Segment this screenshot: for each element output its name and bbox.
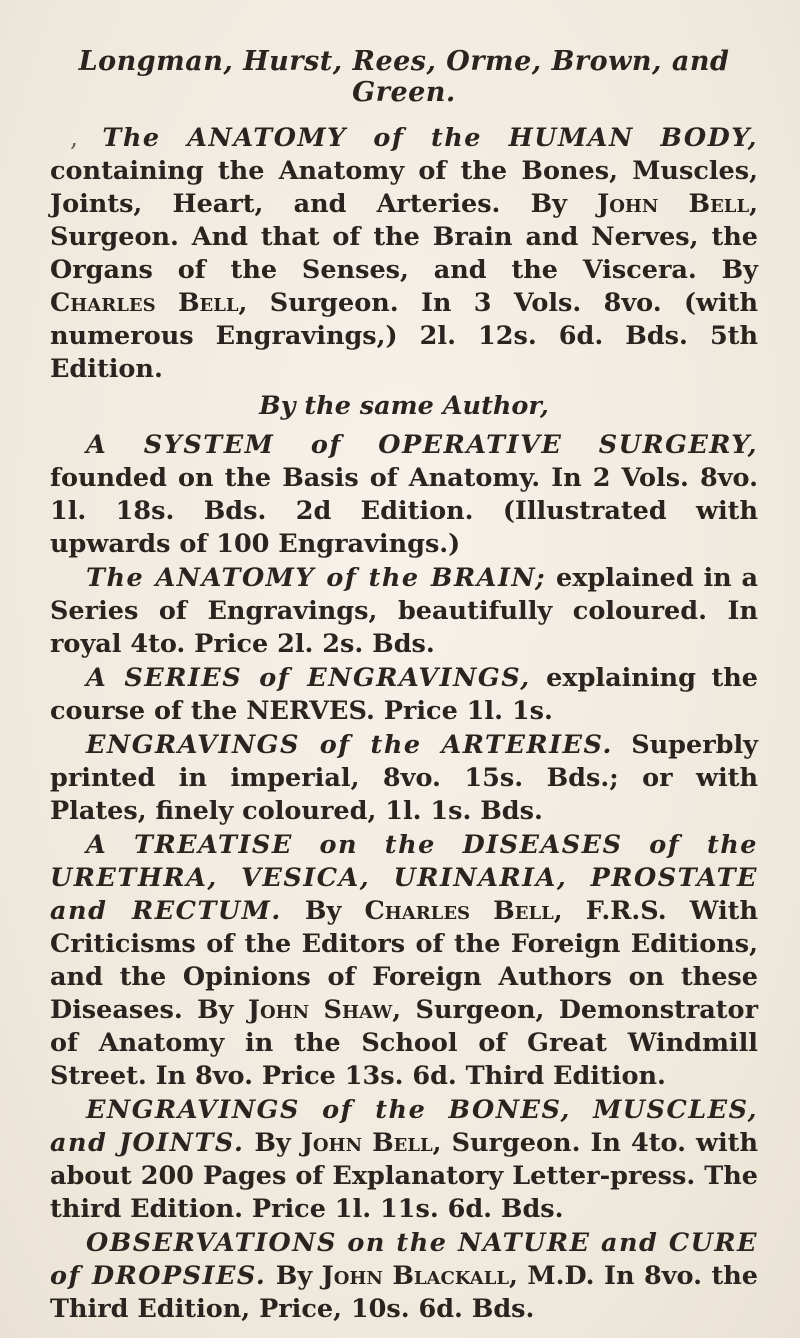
entry-title: The ANATOMY of the BRAIN; [86, 563, 547, 593]
entry-anatomy-brain [50, 562, 758, 661]
entry-text: Superbly printed in imperial, 8vo. 15s. Bds.; or with Plates, finely coloured, 1l. 1s. Bds. [50, 730, 758, 826]
entry-series-engravings-nerves [50, 662, 758, 728]
entry-title: OBSERVATIONS on the NATURE and CURE of DROPSIES. [50, 1228, 758, 1291]
entry-text: explaining the course of the NERVES. Price 1l. 1s. [50, 663, 758, 726]
entry-title: A TREATISE on the DISEASES of the URETHRA, VESICA, URINARIA, PROSTATE and RECTUM. [50, 830, 758, 926]
entry-text: By [266, 1261, 322, 1291]
entry-title: ENGRAVINGS of the ARTERIES. [86, 730, 613, 760]
entry-title: The ANATOMY of the HUMAN BODY, [102, 123, 758, 153]
entry-observations-dropsies [50, 1227, 758, 1326]
entry-text: , F.R.S. With Criticisms of the Editors of the Foreign Editions, and the Opinions of Foreign Authors on these Diseases. By [50, 896, 758, 1025]
entry-text: , Surgeon. In 3 Vols. 8vo. (with numerous Engravings,) 2l. 12s. 6d. Bds. 5th Edition. [50, 288, 758, 384]
entry-engravings-bones [50, 1094, 758, 1226]
entry-author: John Bell [300, 1128, 433, 1158]
entry-author: John Shaw [247, 995, 393, 1025]
entry-title: A SERIES of ENGRAVINGS, [86, 663, 531, 693]
entry-text: , Surgeon, Demonstrator of Anatomy in the School of Great Windmill Street. In 8vo. Price 13s. 6d. Third Edition. [50, 995, 759, 1091]
entry-engravings-arteries [50, 729, 758, 828]
entry-text: , M.D. In 8vo. the Third Edition, Price, 10s. 6d. Bds. [50, 1261, 758, 1324]
entry-author: Charles Bell [50, 288, 239, 318]
entry-text: , Surgeon. In 4to. with about 200 Pages of Explanatory Letter-press. The third Edition. Price 1l. 11s. 6d. Bds. [50, 1128, 758, 1224]
entry-text: , Surgeon. And that of the Brain and Nerves, the Organs of the Senses, and the Viscera. By [50, 189, 759, 285]
entry-treatise-diseases [50, 829, 758, 1093]
entry-lead-mark: , [70, 123, 103, 153]
entry-text: founded on the Basis of Anatomy. In 2 Vols. 8vo. 1l. 18s. Bds. 2d Edition. (Illustrated with upwards of 100 Engravings.) [50, 463, 758, 559]
entry-title: ENGRAVINGS of the BONES, MUSCLES, and JOINTS. [50, 1095, 758, 1158]
publisher-header: Longman, Hurst, Rees, Orme, Brown, and Green. [78, 46, 730, 108]
entry-text: By [244, 1128, 301, 1158]
entry-author: John Blackall [321, 1261, 510, 1291]
entry-text: containing the Anatomy of the Bones, Muscles, Joints, Heart, and Arteries. By [50, 156, 758, 219]
same-author-line: By the same Author, [259, 391, 549, 421]
entry-title: A SYSTEM of OPERATIVE SURGERY, [86, 430, 758, 460]
entry-text: By [281, 896, 365, 926]
entry-operative-surgery [50, 429, 758, 561]
entry-text: explained in a Series of Engravings, beautifully coloured. In royal 4to. Price 2l. 2s. Bds. [50, 563, 758, 659]
entry-anatomy-human-body [50, 122, 758, 386]
entry-author: John Bell [597, 189, 750, 219]
entry-author: Charles Bell [364, 896, 554, 926]
